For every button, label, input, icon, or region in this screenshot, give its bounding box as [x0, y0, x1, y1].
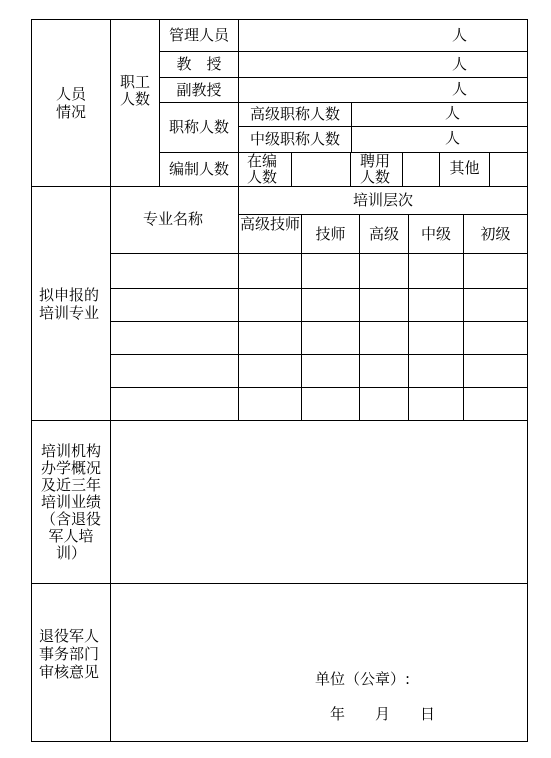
level-header-junior: 初级 [480, 224, 511, 243]
professors-label: 教 授 [176, 55, 222, 73]
review-content-area[interactable] [111, 584, 527, 664]
training-level-header: 培训层次 [352, 191, 413, 209]
major-row-1[interactable] [111, 254, 527, 288]
est-divider-2 [350, 152, 351, 187]
majors-section-label [32, 187, 110, 420]
major-row-2[interactable] [111, 289, 527, 321]
level-header-technician: 技师 [315, 224, 346, 243]
staff-count-label-text: 职工人数 [119, 73, 150, 108]
middle-title-label: 中级职称人数 [249, 130, 340, 148]
level-header-intermediate: 中级 [420, 224, 451, 243]
middle-title-count-input[interactable] [352, 127, 442, 152]
majors-section-label-text: 拟申报的培训专业 [39, 285, 100, 322]
senior-title-unit: 人 [445, 104, 461, 122]
personnel-section-label-text: 人员情况 [55, 85, 86, 121]
personnel-section-label [32, 20, 110, 186]
professors-count-input[interactable] [239, 52, 449, 77]
major-row-5[interactable] [111, 388, 527, 420]
level-header-senior-technician [239, 215, 301, 253]
in-establishment-label: 在编人数 [247, 152, 278, 186]
senior-title-label: 高级职称人数 [249, 105, 340, 123]
overview-content-area[interactable] [111, 421, 527, 583]
other-count-input[interactable] [490, 153, 527, 186]
review-section-label-text: 退役军人事务部门审核意见 [39, 627, 100, 681]
other-label: 其他 [449, 158, 480, 177]
table-border-bottom [31, 741, 528, 742]
managers-count-input[interactable] [239, 20, 449, 51]
senior-title-count-input[interactable] [352, 103, 442, 126]
overview-section-label-text: 培训机构办学概况及近三年培训业绩（含退役军人培训） [40, 441, 101, 562]
unit-seal-label: 单位（公章）: [315, 670, 411, 688]
managers-unit: 人 [452, 26, 468, 44]
level-header-senior-technician-text: 高级技师 [239, 215, 300, 233]
hired-label: 聘用人数 [360, 152, 391, 186]
associate-professors-label: 副教授 [176, 80, 222, 99]
establishment-label: 编制人数 [168, 160, 229, 178]
managers-label: 管理人员 [168, 26, 229, 44]
review-date-label: 年 月 日 [330, 705, 436, 723]
table-border-right [527, 19, 528, 742]
associate-professors-unit: 人 [452, 80, 468, 98]
major-row-4[interactable] [111, 355, 527, 387]
middle-title-unit: 人 [445, 129, 461, 147]
review-section-label [32, 584, 110, 741]
associate-professors-count-input[interactable] [239, 78, 449, 102]
title-count-label: 职称人数 [168, 118, 229, 136]
major-row-3[interactable] [111, 322, 527, 354]
professors-unit: 人 [452, 55, 468, 73]
hired-count-input[interactable] [403, 153, 439, 186]
in-establishment-count-input[interactable] [292, 153, 350, 186]
major-name-header: 专业名称 [143, 210, 204, 228]
staff-count-label [111, 20, 159, 186]
level-header-senior: 高级 [368, 224, 399, 243]
overview-section-label [32, 421, 110, 583]
